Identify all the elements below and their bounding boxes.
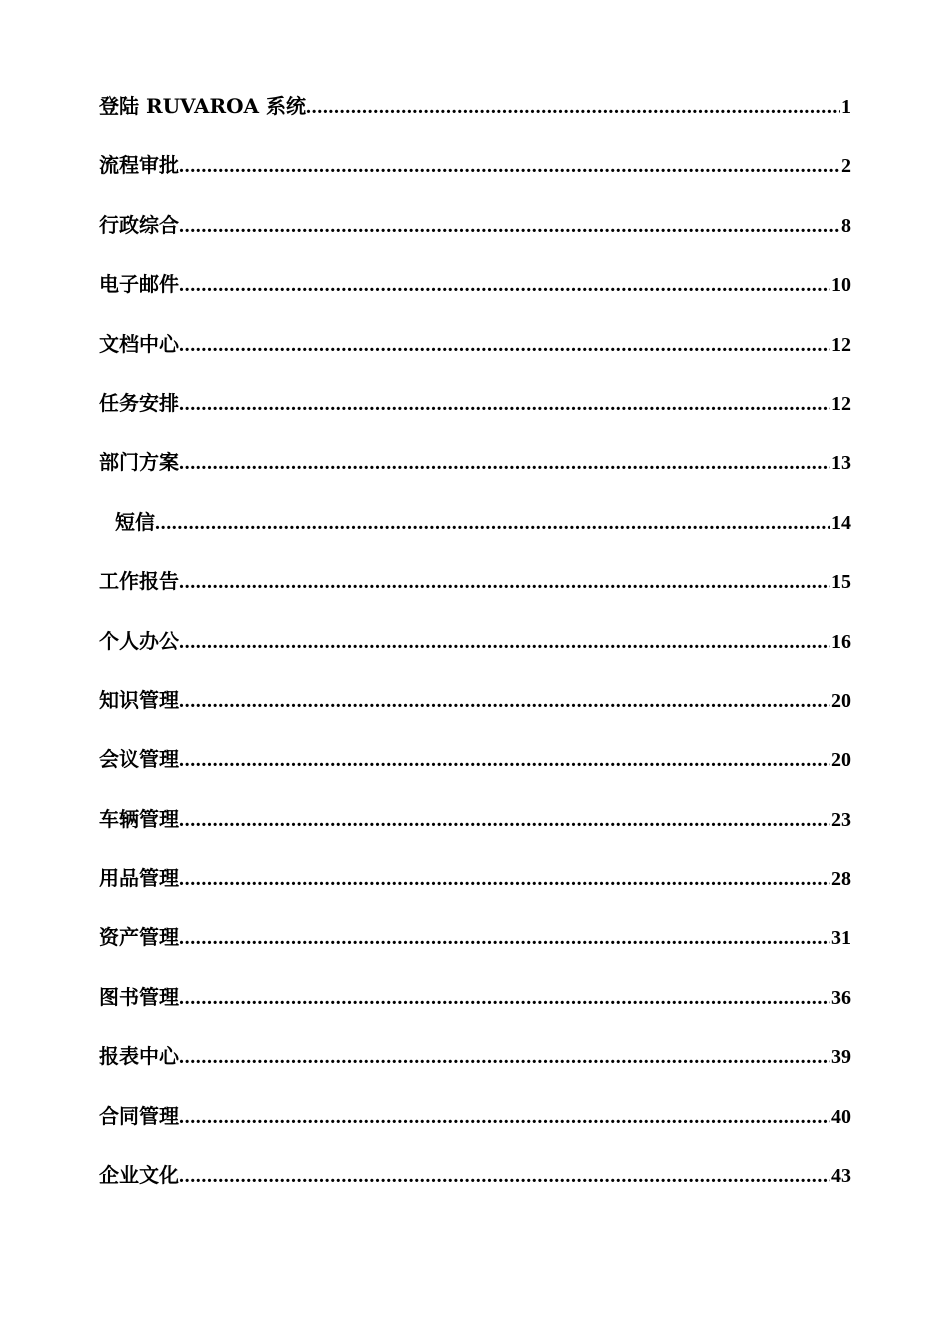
toc-dot-leader [306,78,840,137]
toc-page-number: 39 [831,1046,851,1069]
toc-page-number: 1 [841,96,851,118]
toc-page-number: 36 [831,986,851,1009]
toc-page-number: 14 [831,511,851,534]
toc-dot-leader [179,909,830,968]
toc-dot-leader [179,137,840,196]
toc-dot-leader [179,316,830,375]
toc-entry-corporate-culture[interactable] [99,1146,851,1205]
toc-page-number: 20 [831,749,851,772]
toc-entry-supplies-management[interactable] [99,849,851,908]
toc-entry-vehicle-management[interactable] [99,790,851,849]
toc-dot-leader [179,969,830,1028]
toc-entry-title: 图书管理 [99,984,179,1009]
toc-entry-workflow-approval[interactable] [99,136,851,195]
toc-dot-leader [179,375,830,434]
toc-entry-title: 会议管理 [99,747,179,772]
toc-page-number: 20 [831,689,851,712]
toc-dot-leader [179,613,830,672]
toc-page-number: 15 [831,571,851,594]
toc-dot-leader [179,791,830,850]
toc-page-number: 28 [831,868,851,891]
toc-dot-leader [179,434,830,493]
toc-entry-title: 任务安排 [99,390,179,415]
toc-entry-meeting-management[interactable] [99,730,851,789]
toc-dot-leader [155,494,830,553]
toc-dot-leader [179,1088,830,1147]
toc-dot-leader [179,1147,830,1206]
toc-dot-leader [179,731,830,790]
toc-entry-email[interactable] [99,255,851,314]
toc-entry-title: 企业文化 [99,1163,179,1188]
toc-entry-task-scheduling[interactable] [99,374,851,433]
toc-page-number: 2 [841,155,851,178]
toc-entry-work-report[interactable] [99,552,851,611]
toc-entry-report-center[interactable] [99,1027,851,1086]
toc-entry-personal-office[interactable] [99,612,851,671]
toc-page-number: 16 [831,630,851,653]
toc-entry-title: 知识管理 [99,687,179,712]
toc-page-number: 13 [831,452,851,475]
toc-entry-title: 合同管理 [99,1103,179,1128]
toc-dot-leader [179,1028,830,1087]
toc-entry-library-management[interactable] [99,968,851,1027]
toc-entry-title: 登陆 RUVAROA 系统 [99,94,307,118]
toc-entry-administration[interactable] [99,196,851,255]
toc-dot-leader [179,850,830,909]
toc-page-number: 31 [831,927,851,950]
toc-entry-title: 车辆管理 [99,806,179,831]
toc-page-number: 12 [831,392,851,415]
toc-dot-leader [179,672,830,731]
toc-entry-title: 流程审批 [99,153,179,178]
toc-entry-title: 资产管理 [99,925,179,950]
toc-page-number: 40 [831,1105,851,1128]
toc-entry-title: 行政综合 [99,212,179,237]
toc-page-number: 23 [831,808,851,831]
toc-entry-document-center[interactable] [99,315,851,374]
toc-dot-leader [179,256,830,315]
toc-entry-login[interactable] [99,77,851,136]
toc-entry-title: 报表中心 [99,1044,179,1069]
toc-entry-title: 短信 [115,509,155,534]
toc-entry-title: 工作报告 [99,569,179,594]
toc-entry-contract-management[interactable] [99,1087,851,1146]
toc-dot-leader [179,197,840,256]
toc-entry-title: 电子邮件 [99,272,179,297]
toc-entry-sms[interactable] [99,493,851,552]
toc-entry-title: 文档中心 [99,331,179,356]
toc-entry-knowledge-management[interactable] [99,671,851,730]
toc-entry-title: 个人办公 [99,628,179,653]
toc-entry-title: 用品管理 [99,866,179,891]
toc-entry-title: 部门方案 [99,450,179,475]
toc-entry-department-plan[interactable] [99,433,851,492]
table-of-contents [99,77,851,1205]
toc-page-number: 12 [831,333,851,356]
toc-page-number: 8 [841,214,851,237]
toc-page-number: 43 [831,1165,851,1188]
toc-entry-asset-management[interactable] [99,908,851,967]
toc-page-number: 10 [831,274,851,297]
toc-dot-leader [179,553,830,612]
